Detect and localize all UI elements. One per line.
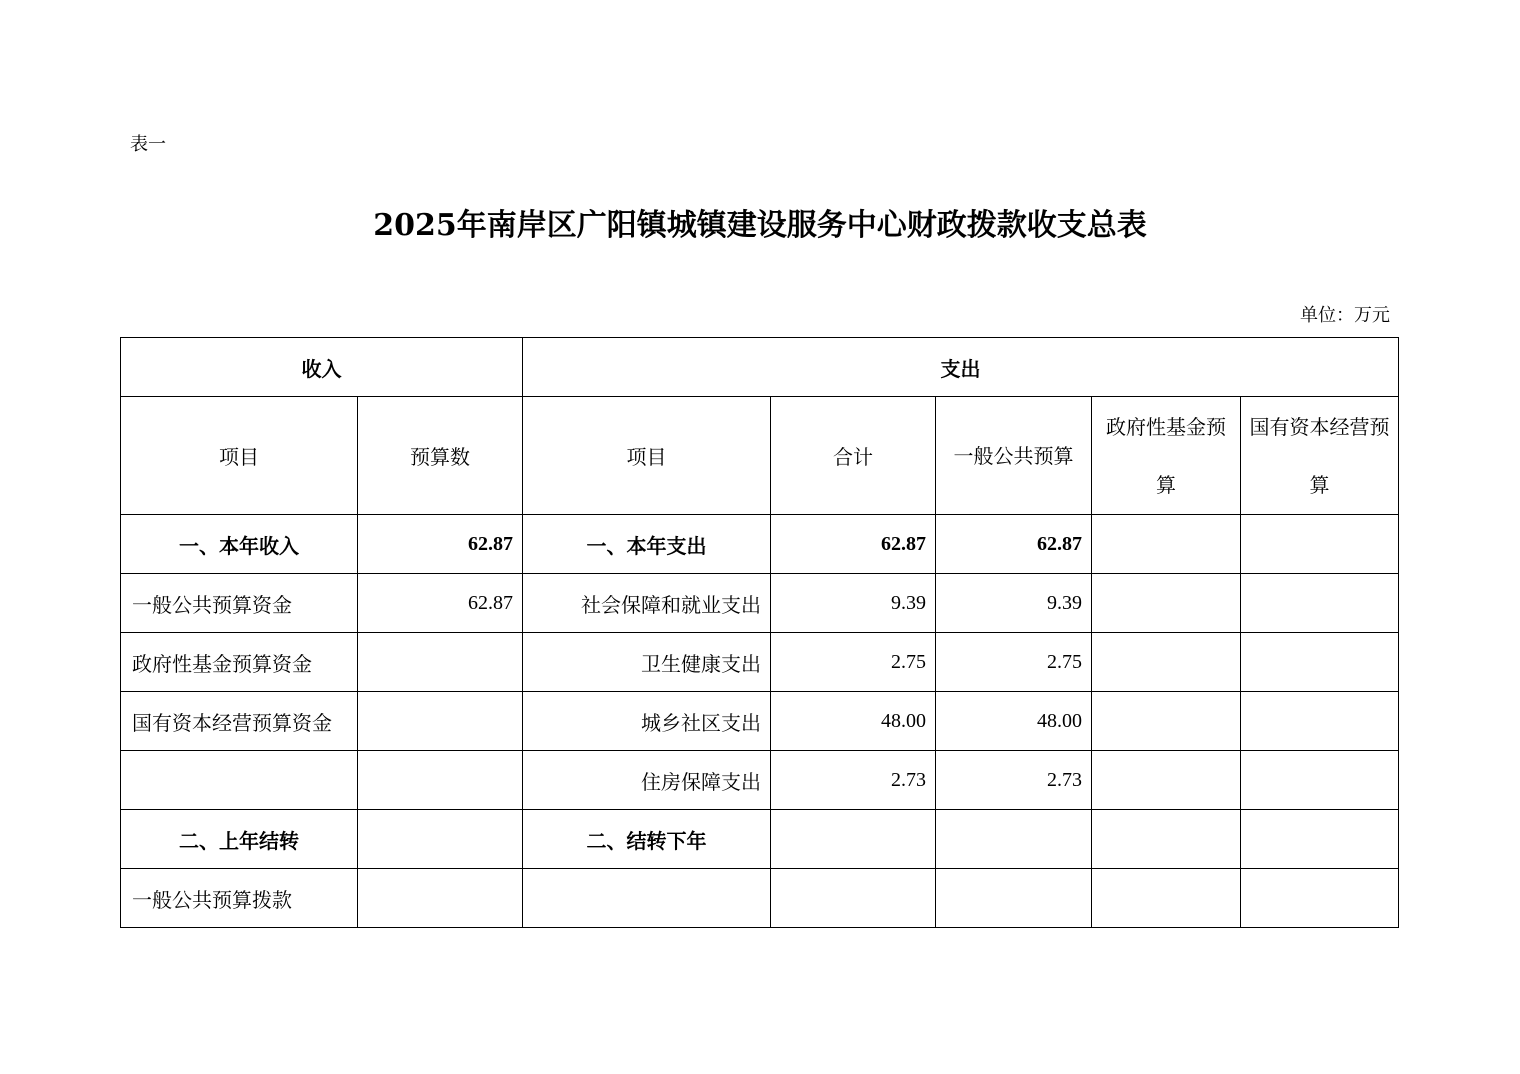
general-budget-cell	[936, 810, 1092, 869]
state-capital-cell	[1241, 692, 1399, 751]
expense-total-cell: 2.75	[771, 633, 936, 692]
expense-item-cell: 城乡社区支出	[523, 692, 771, 751]
income-item-cell: 一般公共预算资金	[121, 574, 358, 633]
table-number-label: 表一	[130, 134, 166, 155]
table-row	[121, 692, 1399, 751]
income-budget-cell	[358, 633, 523, 692]
expense-total-cell: 2.73	[771, 751, 936, 810]
expense-item-header: 项目	[523, 397, 771, 515]
income-budget-cell: 62.87	[358, 574, 523, 633]
income-budget-cell	[358, 810, 523, 869]
expense-total-cell	[771, 869, 936, 928]
income-budget-header: 预算数	[358, 397, 523, 515]
state-capital-cell	[1241, 751, 1399, 810]
general-budget-cell	[936, 869, 1092, 928]
income-item-cell: 国有资本经营预算资金	[121, 692, 358, 751]
state-capital-cell	[1241, 574, 1399, 633]
expense-total-cell: 48.00	[771, 692, 936, 751]
gov-fund-cell	[1092, 692, 1241, 751]
gov-fund-header: 政府性基金预算	[1092, 397, 1241, 515]
document-title: 2025年南岸区广阳镇城镇建设服务中心财政拨款收支总表	[373, 208, 1147, 243]
income-item-cell: 一、本年收入	[121, 515, 358, 574]
table-row	[121, 810, 1399, 869]
gov-fund-cell	[1092, 810, 1241, 869]
budget-summary-table	[120, 337, 1399, 928]
income-budget-cell	[358, 869, 523, 928]
expense-item-cell	[523, 869, 771, 928]
gov-fund-cell	[1092, 869, 1241, 928]
expense-item-cell: 二、结转下年	[523, 810, 771, 869]
table-row	[121, 515, 1399, 574]
expense-item-cell: 一、本年支出	[523, 515, 771, 574]
state-capital-cell	[1241, 515, 1399, 574]
gov-fund-cell	[1092, 751, 1241, 810]
gov-fund-cell	[1092, 515, 1241, 574]
income-item-cell	[121, 751, 358, 810]
income-item-cell: 政府性基金预算资金	[121, 633, 358, 692]
group-header-row	[121, 338, 1399, 397]
general-budget-cell: 9.39	[936, 574, 1092, 633]
income-budget-cell: 62.87	[358, 515, 523, 574]
income-budget-cell	[358, 751, 523, 810]
income-item-cell: 二、上年结转	[121, 810, 358, 869]
expense-item-cell: 卫生健康支出	[523, 633, 771, 692]
general-budget-cell: 2.73	[936, 751, 1092, 810]
unit-label: 单位：万元	[1300, 305, 1390, 326]
table-row	[121, 633, 1399, 692]
income-item-cell: 一般公共预算拨款	[121, 869, 358, 928]
table-row	[121, 869, 1399, 928]
expense-total-cell: 62.87	[771, 515, 936, 574]
state-capital-cell	[1241, 869, 1399, 928]
general-budget-cell: 48.00	[936, 692, 1092, 751]
general-budget-header: 一般公共预算	[936, 397, 1092, 515]
expense-group-header: 支出	[523, 338, 1399, 397]
expense-item-cell: 住房保障支出	[523, 751, 771, 810]
expense-item-cell: 社会保障和就业支出	[523, 574, 771, 633]
state-capital-cell	[1241, 810, 1399, 869]
expense-total-cell	[771, 810, 936, 869]
state-capital-cell	[1241, 633, 1399, 692]
gov-fund-cell	[1092, 574, 1241, 633]
general-budget-cell: 62.87	[936, 515, 1092, 574]
income-budget-cell	[358, 692, 523, 751]
income-item-header: 项目	[121, 397, 358, 515]
expense-total-cell: 9.39	[771, 574, 936, 633]
table-row	[121, 751, 1399, 810]
gov-fund-cell	[1092, 633, 1241, 692]
general-budget-cell: 2.75	[936, 633, 1092, 692]
income-group-header: 收入	[121, 338, 523, 397]
table-row	[121, 574, 1399, 633]
column-header-row	[121, 397, 1399, 515]
expense-total-header: 合计	[771, 397, 936, 515]
state-capital-header: 国有资本经营预算	[1241, 397, 1399, 515]
